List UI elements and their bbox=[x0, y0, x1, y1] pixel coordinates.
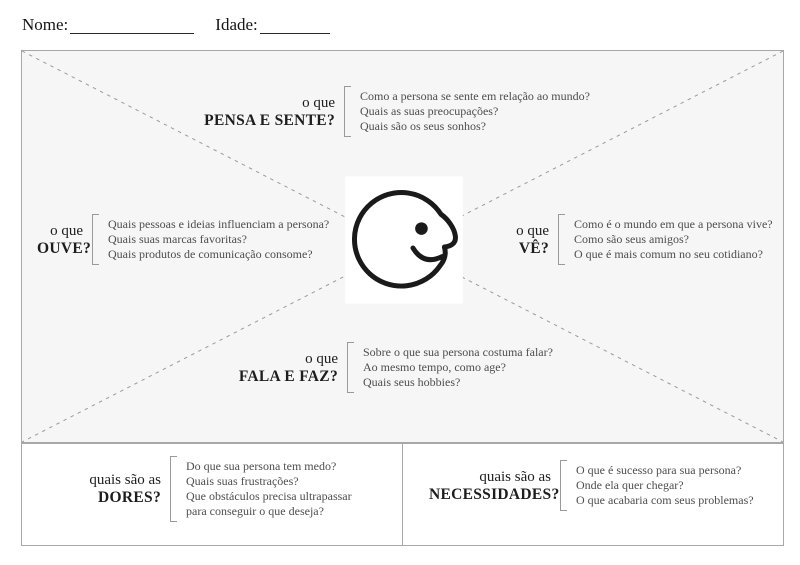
quadrant-heading bbox=[179, 94, 335, 130]
question-line: Do que sua persona tem medo? bbox=[186, 459, 337, 473]
question-line: Quais suas marcas favoritas? bbox=[108, 232, 247, 246]
question-line: O que é mais comum no seu cotidiano? bbox=[574, 247, 763, 261]
name-label: Nome: bbox=[22, 15, 69, 34]
form-header bbox=[22, 15, 330, 35]
section-heading bbox=[59, 471, 161, 507]
section-heading-title: NECESSIDADES? bbox=[429, 485, 560, 503]
question-line: para conseguir o que deseja? bbox=[186, 504, 324, 518]
quadrant-questions bbox=[574, 217, 773, 262]
section-questions bbox=[186, 459, 352, 519]
bracket-left bbox=[560, 460, 567, 511]
question-line: Quais as suas preocupações? bbox=[360, 104, 499, 118]
bracket-left bbox=[92, 214, 99, 265]
bracket-left bbox=[347, 342, 354, 393]
quadrant-ouve bbox=[37, 217, 329, 262]
quadrant-heading-title: FALA E FAZ? bbox=[238, 367, 338, 385]
quadrant-heading bbox=[505, 222, 549, 258]
question-line: Quais seus hobbies? bbox=[363, 375, 461, 389]
section-heading-pre: quais são as bbox=[89, 472, 161, 488]
question-line: O que é sucesso para sua persona? bbox=[576, 463, 742, 477]
question-line: Onde ela quer chegar? bbox=[576, 478, 684, 492]
quadrant-questions bbox=[108, 217, 329, 262]
question-line: Quais são os seus sonhos? bbox=[360, 119, 486, 133]
bracket-left bbox=[170, 456, 177, 522]
question-line: Quais pessoas e ideias influenciam a persona? bbox=[108, 217, 330, 231]
question-line: Quais produtos de comunicação consome? bbox=[108, 247, 313, 261]
quadrant-heading-title: VÊ? bbox=[518, 239, 549, 257]
quadrant-heading-title: OUVE? bbox=[37, 239, 92, 257]
bracket-left bbox=[558, 214, 565, 265]
bracket-left bbox=[344, 86, 351, 137]
section-heading bbox=[429, 468, 560, 504]
question-line: Como a persona se sente em relação ao mundo? bbox=[360, 89, 590, 103]
question-line: Que obstáculos precisa ultrapassar bbox=[186, 489, 352, 503]
pains-box bbox=[21, 443, 403, 546]
quadrant-heading-pre: o que bbox=[302, 94, 335, 111]
quadrant-questions bbox=[363, 345, 553, 390]
age-label: Idade: bbox=[215, 15, 258, 34]
section-dores bbox=[59, 459, 352, 519]
quadrant-heading bbox=[204, 350, 338, 386]
needs-box bbox=[402, 443, 784, 546]
question-line: Quais suas frustrações? bbox=[186, 474, 299, 488]
section-questions bbox=[576, 463, 754, 508]
question-line: Sobre o que sua persona costuma falar? bbox=[363, 345, 553, 359]
section-heading-title: DORES? bbox=[98, 489, 161, 506]
age-blank-line bbox=[260, 21, 330, 34]
quadrant-heading-pre: o que bbox=[50, 222, 83, 239]
quadrant-fala-e-faz bbox=[204, 345, 553, 390]
question-line: Como é o mundo em que a persona vive? bbox=[574, 217, 773, 231]
section-necessidades bbox=[429, 463, 754, 508]
empathy-map-canvas bbox=[21, 50, 784, 443]
face-profile-icon bbox=[345, 176, 463, 303]
question-line: Como são seus amigos? bbox=[574, 232, 689, 246]
quadrant-pensa-e-sente bbox=[179, 89, 590, 134]
question-line: Ao mesmo tempo, como age? bbox=[363, 360, 506, 374]
quadrant-heading-pre: o que bbox=[516, 222, 549, 239]
name-blank-line bbox=[70, 21, 194, 34]
quadrant-heading-pre: o que bbox=[305, 350, 338, 367]
quadrant-questions bbox=[360, 89, 590, 134]
quadrant-heading bbox=[37, 222, 92, 258]
question-line: O que acabaria com seus problemas? bbox=[576, 493, 754, 507]
quadrant-ve bbox=[505, 217, 773, 262]
quadrant-heading-title: PENSA E SENTE? bbox=[204, 111, 335, 129]
section-heading-pre: quais são as bbox=[479, 468, 551, 485]
